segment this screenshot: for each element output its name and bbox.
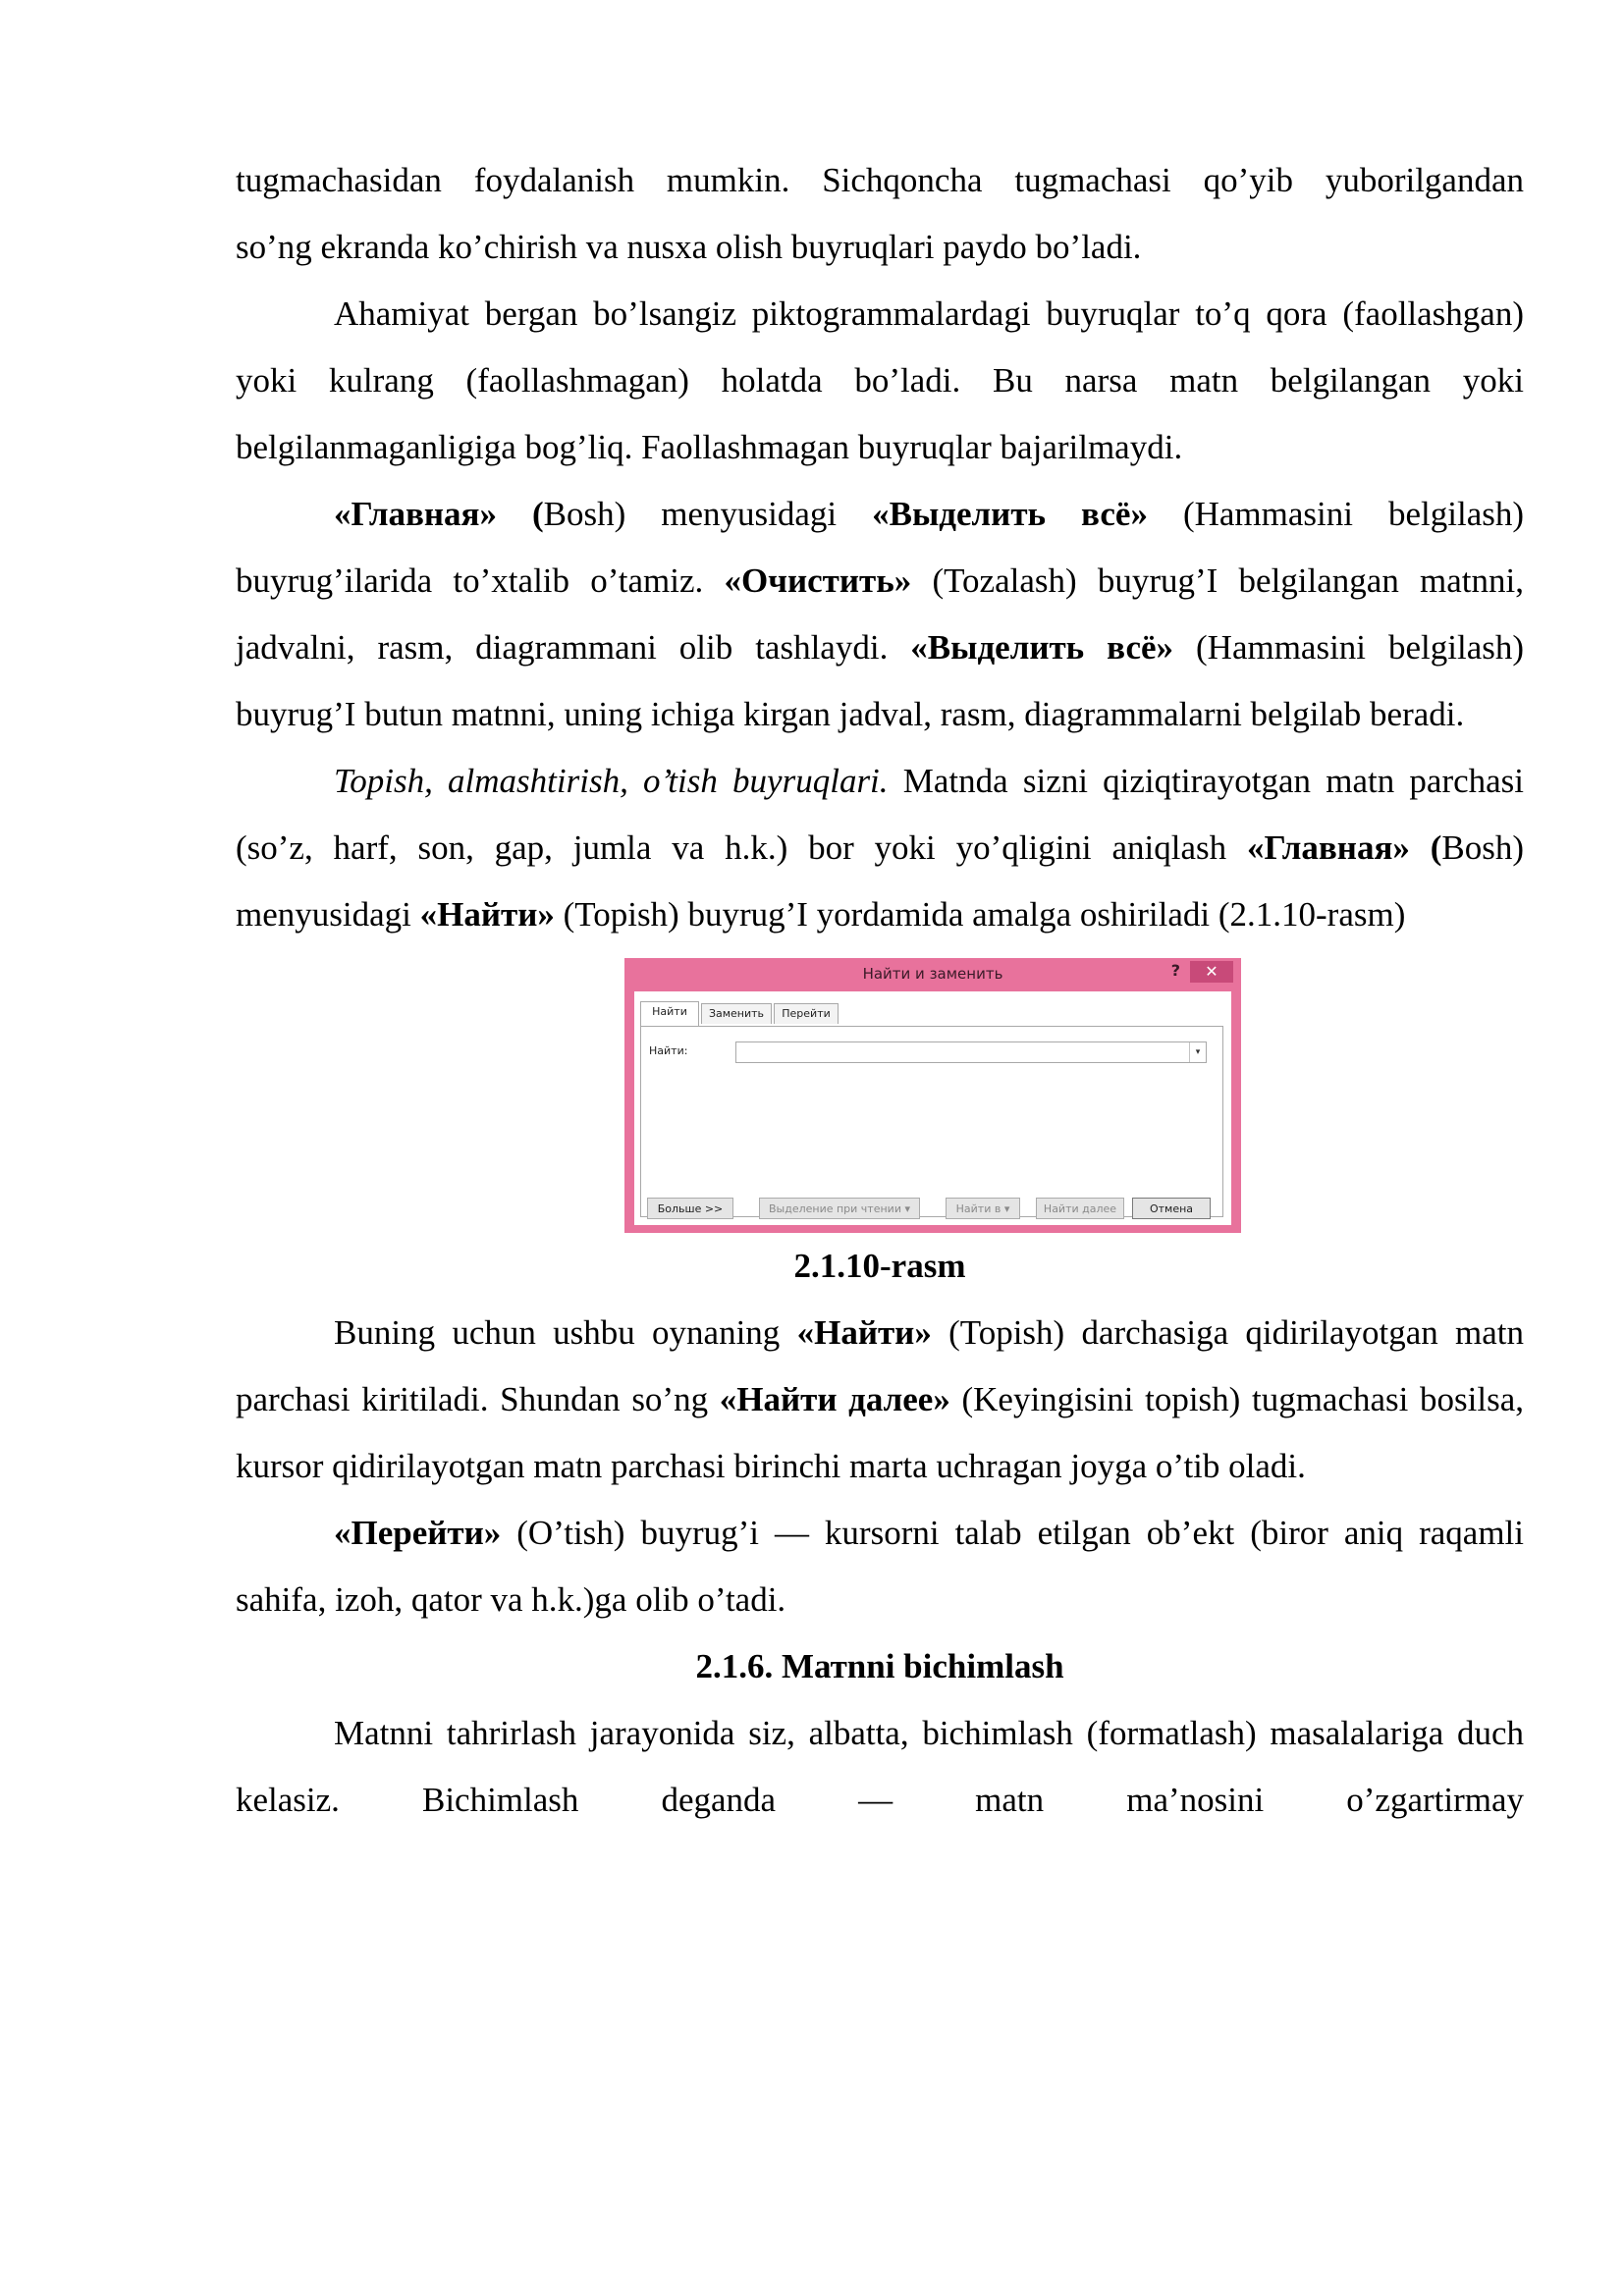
tab-panel [640, 1026, 1223, 1217]
paragraph-6 [236, 1500, 1524, 1633]
find-in-button[interactable]: Найти в ▾ [946, 1198, 1020, 1219]
document-page [236, 147, 1524, 1834]
cancel-button[interactable]: Отмена [1132, 1198, 1211, 1219]
reading-highlight-button[interactable]: Выделение при чтении ▾ [759, 1198, 920, 1219]
bold-text: «Перейти» [334, 1514, 502, 1552]
paragraph-1a: tugmachasidan foydalanish mumkin. Sichqoncha tugmachasi qo’yib yuborilgandan [236, 161, 1524, 199]
section-heading: 2.1.6. Mатnni bichimlash [695, 1647, 1064, 1685]
bold-text: «Очистить» [724, 561, 912, 600]
text-span: (Tozalash) buyrug’I belgilangan matnni, jadvalni, rasm, diagrammani olib tashlaydi. [236, 561, 1524, 667]
paragraph-3 [236, 481, 1524, 748]
dialog-body [634, 991, 1231, 1225]
bold-text: «Главная» ( [334, 495, 544, 533]
find-next-button[interactable]: Найти далее [1036, 1198, 1124, 1219]
paragraph-4 [236, 748, 1524, 948]
text-span: Buning uchun ushbu oynaning [334, 1313, 797, 1352]
bold-text: «Выделить всё» [872, 495, 1148, 533]
find-replace-dialog [624, 958, 1241, 1233]
italic-text: Topish, almashtirish, o’tish buyruqlari. [334, 762, 889, 800]
bold-text: «Найти» [796, 1313, 932, 1352]
text-span: (O’tish) buyrug’i — kursorni talab etilgan ob’ekt (biror aniq raqamli sahifa, izoh, qator va h.k.)ga olib o’tadi. [236, 1514, 1524, 1619]
text-span: Matnda sizni qiziqtirayotgan matn parchasi (so’z, harf, son, gap, jumla va h.k.) bor yoki yo’qligini aniqlash [236, 762, 1525, 867]
text-span: (Topish) buyrug’I yordamida amalga oshiriladi (2.1.10-rasm) [554, 895, 1406, 934]
help-icon[interactable]: ? [1170, 961, 1180, 980]
figure-caption: 2.1.10-rasm [793, 1247, 966, 1285]
tab-replace[interactable]: Заменить [701, 1003, 772, 1024]
dialog-title: Найти и заменить [862, 965, 1003, 983]
bold-text: «Выделить всё» [910, 628, 1174, 667]
text-span: (Hammasini belgilash) buyrug’I butun matnni, uning ichiga kirgan jadval, rasm, diagrammalarni belgilab beradi. [236, 628, 1525, 733]
close-icon[interactable]: ✕ [1190, 961, 1233, 983]
text-span: Bosh) menyusidagi [543, 495, 873, 533]
paragraph-5 [236, 1300, 1524, 1500]
bold-text: «Главная» ( [1246, 828, 1442, 867]
text-span: (Topish) darchasiga qidirilayotgan matn parchasi kiritiladi. Shundan so’ng [236, 1313, 1525, 1418]
text-span: (Keyingisini topish) tugmachasi bosilsa, kursor qidirilayotgan matn parchasi birinchi marta uchragan joyga o’tib oladi. [236, 1380, 1524, 1485]
more-button[interactable]: Больше >> [647, 1198, 733, 1219]
chevron-down-icon[interactable]: ▾ [1189, 1042, 1206, 1062]
figure [236, 948, 1524, 1233]
text-span: Bosh) menyusidagi [236, 828, 1524, 934]
tab-find[interactable]: Найти [640, 1001, 699, 1026]
find-input[interactable] [735, 1041, 1207, 1063]
bold-text: «Найти» [419, 895, 555, 934]
find-label: Найти: [649, 1044, 688, 1057]
dialog-titlebar [624, 958, 1241, 991]
tab-goto[interactable]: Перейти [774, 1003, 839, 1024]
bold-text: «Найти далее» [719, 1380, 950, 1418]
paragraph-7: Matnni tahrirlash jarayonida siz, albatta, bichimlash (formatlash) masalalariga duch kelasiz. Bichimlash deganda — matn ma’nosini o’zgartirmay [236, 1714, 1524, 1819]
paragraph-1b: so’ng ekranda ko’chirish va nusxa olish buyruqlari paydo bo’ladi. [236, 228, 1142, 266]
paragraph-2: Ahamiyat bergan bo’lsangiz piktogrammalardagi buyruqlar to’q qora (faollashgan) yoki kulrang (faollashmagan) holatda bo’ladi. Bu narsa matn belgilangan yoki belgilanmaganligiga bog’liq. Faollashmagan buyruqlar bajarilmaydi. [236, 294, 1524, 466]
text-span: (Hammasini belgilash) buyrug’ilarida to’xtalib o’tamiz. [236, 495, 1524, 600]
